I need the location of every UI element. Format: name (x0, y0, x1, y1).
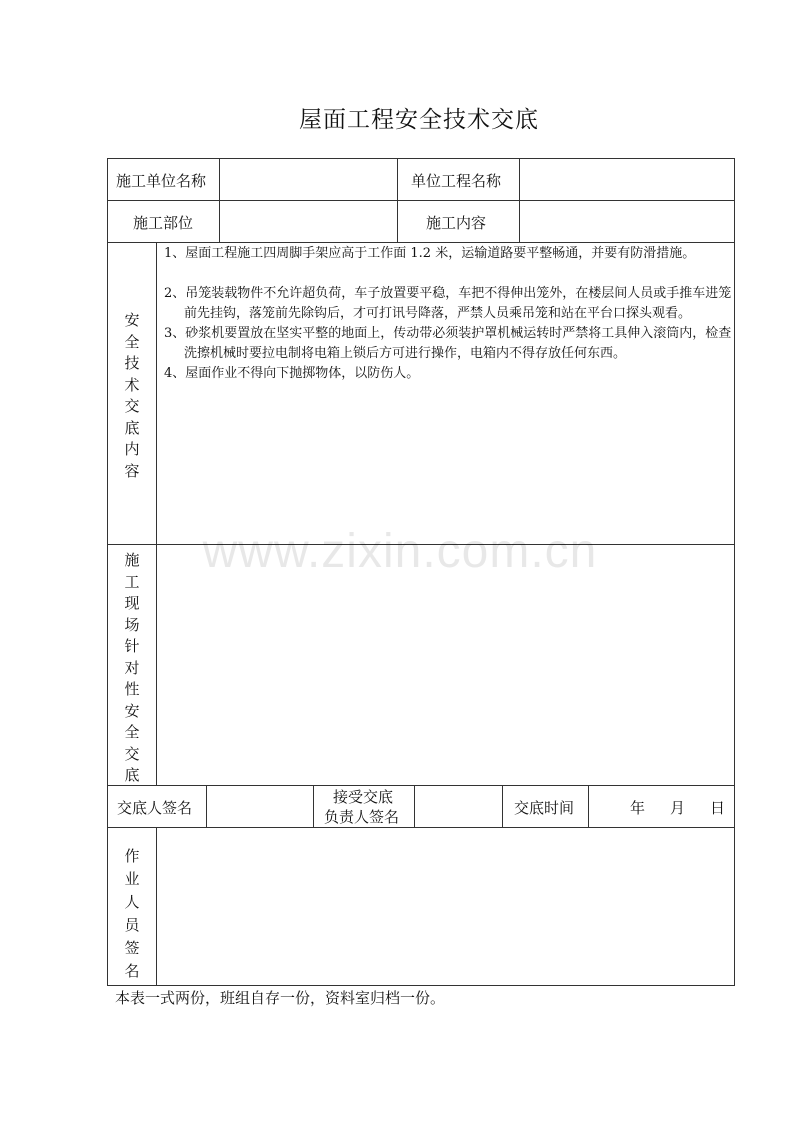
unit-name-label: 施工单位名称 (116, 172, 207, 190)
col-divider (156, 827, 157, 986)
row-divider (107, 200, 735, 201)
col-divider (219, 158, 220, 242)
receiver-label-line1: 接受交底 (333, 788, 394, 806)
footnote: 本表一式两份，班组自存一份，资料室归档一份。 (115, 989, 446, 1007)
project-name-label: 单位工程名称 (411, 172, 502, 190)
safety-item: 2、吊笼装载物件不允许超负荷，车子放置要平稳，车把不得伸出笼外，在楼层间人员或手推车进笼前先挂钩，落笼前先除钩后，才可打讯号降落，严禁人员乘吊笼和站在平台口探头观看。 (164, 286, 732, 321)
col-divider (313, 785, 314, 827)
document-title: 屋面工程安全技术交底 (299, 107, 539, 133)
time-label: 交底时间 (514, 799, 575, 817)
day-label: 日 (710, 799, 726, 817)
safety-content (164, 244, 732, 384)
project-name-value[interactable] (526, 170, 726, 190)
workers-signature-field[interactable] (164, 834, 724, 978)
col-divider (588, 785, 589, 827)
col-divider (206, 785, 207, 827)
safety-item: 3、砂浆机要置放在坚实平整的地面上，传动带必须装护罩机械运转时严禁将工具伸入滚筒内，检查洗擦机械时要拉电制将电箱上锁后方可进行操作，电箱内不得存放任何东西。 (164, 326, 732, 361)
col-divider (397, 158, 398, 242)
receiver-label-line2: 负责人签名 (324, 808, 400, 826)
content-value[interactable] (526, 212, 726, 232)
col-divider (156, 242, 157, 785)
safety-item: 1、屋面工程施工四周脚手架应高于工作面 1.2 米，运输道路要平整畅通，并要有防滑措施。 (164, 246, 696, 261)
discloser-label: 交底人签名 (117, 799, 193, 817)
part-label: 施工部位 (133, 214, 194, 232)
workers-signature-label: 作 业 人 员 签 名 (124, 847, 140, 980)
safety-item: 4、屋面作业不得向下抛掷物体，以防伤人。 (164, 366, 420, 381)
month-label: 月 (670, 799, 686, 817)
receiver-signature-field[interactable] (420, 792, 496, 820)
row-divider (107, 242, 735, 243)
col-divider (502, 785, 503, 827)
site-safety-content[interactable] (164, 552, 724, 772)
watermark: www.zixin.com.cn (202, 525, 598, 578)
content-label: 施工内容 (426, 214, 487, 232)
safety-content-label: 安 全 技 术 交 底 内 容 (124, 311, 140, 480)
site-safety-label: 施 工 现 场 针 对 性 安 全 交 底 (124, 551, 140, 784)
unit-name-value[interactable] (226, 170, 391, 190)
part-value[interactable] (226, 212, 391, 232)
row-divider (107, 785, 735, 786)
col-divider (519, 158, 520, 242)
discloser-signature-field[interactable] (212, 792, 307, 820)
row-divider (107, 827, 735, 828)
col-divider (414, 785, 415, 827)
year-label: 年 (630, 799, 646, 817)
